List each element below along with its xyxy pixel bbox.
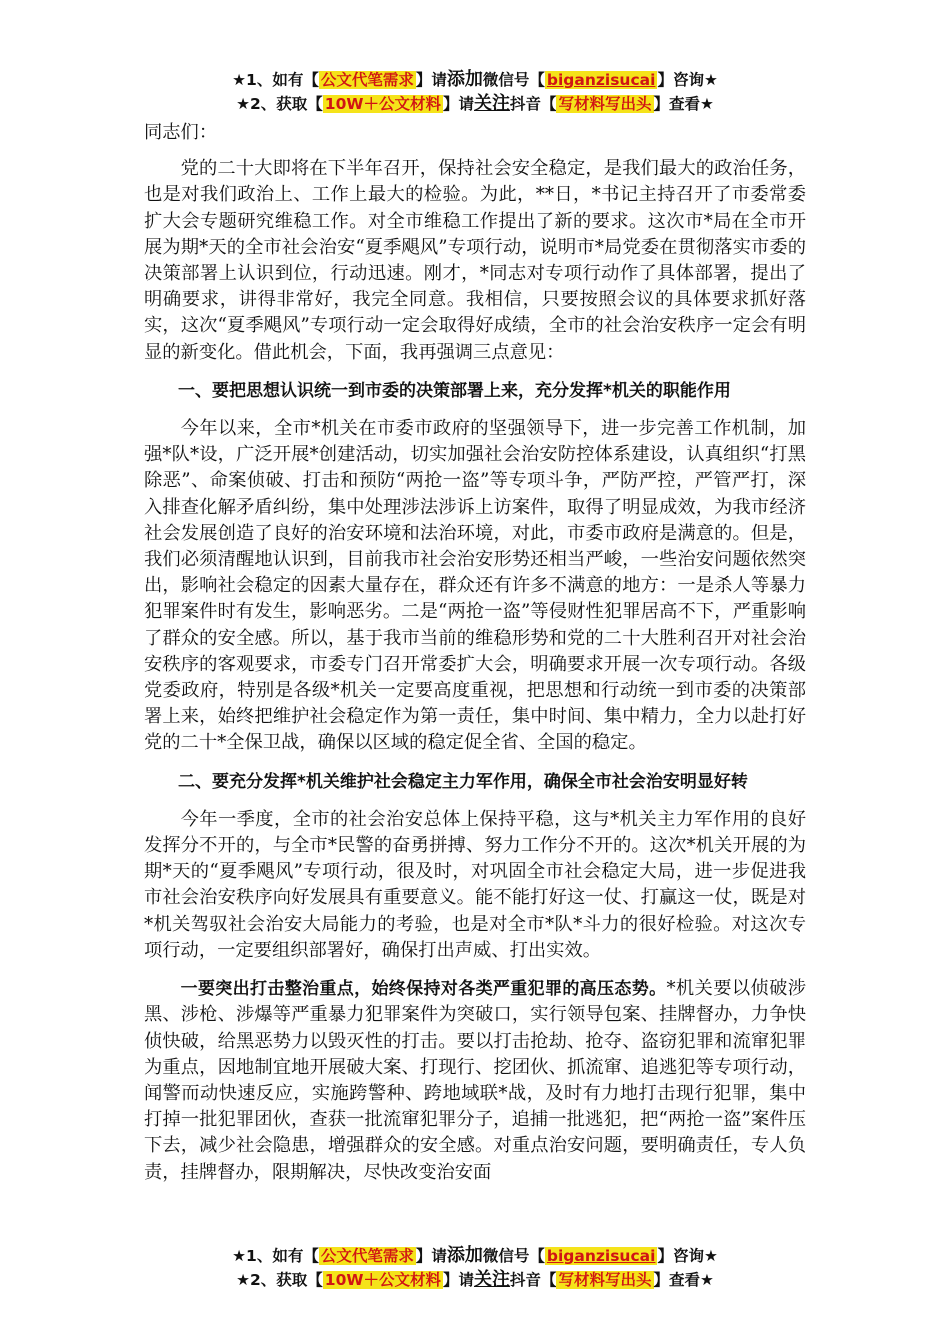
banner-text: ★2、获取【 xyxy=(236,1271,323,1289)
paragraph-3-lead: 一要突出打击整治重点，始终保持对各类严重犯罪的高压态势。 xyxy=(180,979,667,1000)
banner-text: 抖音【 xyxy=(509,1271,557,1289)
header-banner xyxy=(0,68,950,116)
banner-text-emphasis: 添加 xyxy=(446,69,483,90)
banner-text: 】请 xyxy=(442,95,474,113)
banner-line-2 xyxy=(0,1268,950,1292)
highlight-service: 公文代笔需求 xyxy=(320,1247,414,1265)
highlight-materials: 10W＋公文材料 xyxy=(324,95,441,113)
banner-text: ★1、如有【 xyxy=(232,1247,319,1265)
banner-text: 】查看★ xyxy=(653,95,714,113)
banner-text: 抖音【 xyxy=(509,95,557,113)
paragraph-1: 今年以来，全市*机关在市委市政府的坚强领导下，进一步完善工作机制，加强*队*设，广泛开展*创建活动，切实加强社会治安防控体系建设，认真组织“打黑除恶”、命案侦破、打击和预防“两抢一盗”等专项斗争，严防严控，严管严打，深入排查化解矛盾纠纷，集中处理涉法涉诉上访案件，取得了明显成效，为我市经济社会发展创造了良好的治安环境和法治环境，对此，市委市政府是满意的。但是，我们必须清醒地认识到，目前我市社会治安形势还相当严峻，一些治安问题依然突出，影响社会稳定的因素大量存在，群众还有许多不满意的地方：一是杀人等暴力犯罪案件时有发生，影响恶劣。二是“两抢一盗”等侵财性犯罪居高不下，严重影响了群众的安全感。所以，基于我市当前的维稳形势和党的二十大胜利召开对社会治安秩序的客观要求，市委专门召开常委扩大会，明确要求开展一次专项行动。各级党委政府，特别是各级*机关一定要高度重视，把思想和行动统一到市委的决策部署上来，始终把维护社会稳定作为第一责任，集中时间、集中精力，全力以赴打好党的二十*全保卫战，确保以区域的稳定促全省、全国的稳定。 xyxy=(144,418,806,754)
banner-text: 】咨询★ xyxy=(657,71,718,89)
banner-text: 】请 xyxy=(415,71,447,89)
banner-line-1 xyxy=(0,1244,950,1268)
banner-text-emphasis: 关注 xyxy=(473,93,510,114)
section-heading-1: 一、要把思想认识统一到市委的决策部署上来，充分发挥*机关的职能作用 xyxy=(178,380,731,401)
banner-text: ★1、如有【 xyxy=(232,71,319,89)
highlight-service: 公文代笔需求 xyxy=(320,71,414,89)
banner-text: 】查看★ xyxy=(653,1271,714,1289)
highlight-douyin-account: 写材料写出头 xyxy=(558,1271,652,1289)
banner-text: 微信号【 xyxy=(482,1247,545,1265)
paragraph-2: 今年一季度，全市的社会治安总体上保持平稳，这与*机关主力军作用的良好发挥分不开的，与全市*民警的奋勇拼搏、努力工作分不开的。这次*机关开展的为期*天的“夏季飓风”专项行动，很及时，对巩固全市社会稳定大局，进一步促进我市社会治安秩序向好发展具有重要意义。能不能打好这一仗、打赢这一仗，既是对*机关驾驭社会治安大局能力的考验，也是对全市*队*斗力的很好检验。对这次专项行动，一定要组织部署好，确保打出声威、打出实效。 xyxy=(144,808,806,961)
banner-text-emphasis: 关注 xyxy=(473,1269,510,1290)
highlight-wechat-id: biganzisucai xyxy=(546,71,656,89)
banner-text: 微信号【 xyxy=(482,71,545,89)
highlight-wechat-id: biganzisucai xyxy=(546,1247,656,1265)
banner-line-1 xyxy=(0,68,950,92)
highlight-materials: 10W＋公文材料 xyxy=(324,1271,441,1289)
highlight-douyin-account: 写材料写出头 xyxy=(558,95,652,113)
paragraph-3 xyxy=(144,976,806,1186)
banner-text: ★2、获取【 xyxy=(236,95,323,113)
section-heading-2: 二、要充分发挥*机关维护社会稳定主力军作用，确保全市社会治安明显好转 xyxy=(178,771,748,792)
banner-text: 】咨询★ xyxy=(657,1247,718,1265)
document-body xyxy=(144,120,806,1186)
footer-banner xyxy=(0,1244,950,1292)
banner-line-2 xyxy=(0,92,950,116)
banner-text: 】请 xyxy=(415,1247,447,1265)
intro-paragraph: 党的二十大即将在下半年召开，保持社会安全稳定，是我们最大的政治任务，也是对我们政治上、工作上最大的检验。为此，**日，*书记主持召开了市委常委扩大会专题研究维稳工作。对全市维稳工作提出了新的要求。这次市*局在全市开展为期*天的全市社会治安“夏季飓风”专项行动，说明市*局党委在贯彻落实市委的决策部署上认识到位，行动迅速。刚才，*同志对专项行动作了具体部署，提出了明确要求，讲得非常好，我完全同意。我相信，只要按照会议的具体要求抓好落实，这次“夏季飓风”专项行动一定会取得好成绩，全市的社会治安秩序一定会有明显的新变化。借此机会，下面，我再强调三点意见： xyxy=(144,158,806,363)
banner-text-emphasis: 添加 xyxy=(446,1245,483,1266)
banner-text: 】请 xyxy=(442,1271,474,1289)
paragraph-3-text: *机关要以侦破涉黑、涉枪、涉爆等严重暴力犯罪案件为突破口，实行领导包案、挂牌督办，力争快侦快破，给黑恶势力以毁灭性的打击。要以打击抢劫、抢夺、盗窃犯罪和流窜犯罪为重点，因地制宜地开展破大案、打现行、挖团伙、抓流窜、追逃犯等专项行动，闻警而动快速反应，实施跨警种、跨地域联*战，及时有力地打击现行犯罪，集中打掉一批犯罪团伙，查获一批流窜犯罪分子，追捕一批逃犯，把“两抢一盗”案件压下去，减少社会隐患，增强群众的安全感。对重点治安问题，要明确责任，专人负责，挂牌督办，限期解决，尽快改变治安面 xyxy=(144,978,807,1183)
salutation: 同志们： xyxy=(144,122,218,143)
